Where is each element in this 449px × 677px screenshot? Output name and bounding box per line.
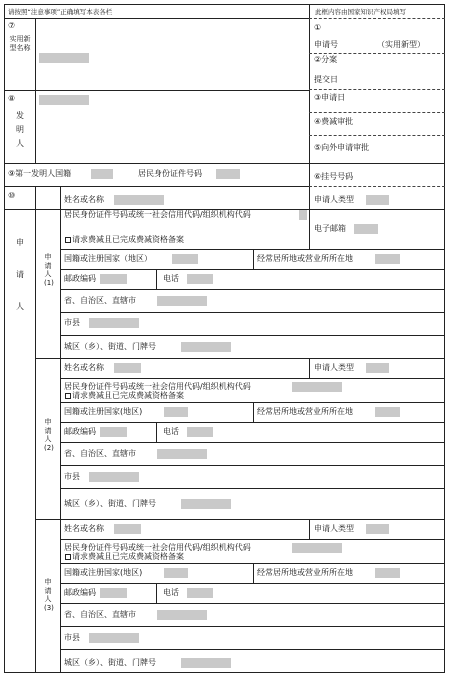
a2-type-label: 申请人类型 — [314, 363, 354, 372]
a1-type-value[interactable] — [366, 195, 389, 205]
rule — [60, 465, 445, 466]
a1-city-label: 市县 — [64, 318, 80, 327]
rule — [35, 18, 36, 163]
rule — [156, 269, 157, 289]
a1-nationality-value[interactable] — [172, 254, 198, 264]
rule — [60, 335, 445, 336]
a3-name-value[interactable] — [114, 524, 141, 534]
applicant-number: ⑩ — [8, 191, 16, 200]
rule — [60, 422, 445, 423]
a1-type-label: 申请人类型 — [314, 195, 354, 204]
a3-type-label: 申请人类型 — [314, 524, 354, 533]
registered-mail-label: ⑥挂号号码 — [314, 172, 354, 181]
a3-street-value[interactable] — [181, 658, 231, 668]
rule — [60, 269, 445, 270]
a2-residence-label: 经常居所地或营业所所在地 — [257, 407, 353, 416]
a1-name-label: 姓名或名称 — [64, 195, 104, 204]
form-instruction: 请按照“注意事项”正确填写本表各栏 — [8, 8, 113, 16]
inventor-label: 发明人 — [16, 111, 24, 148]
rule — [35, 186, 36, 673]
a1-residence-label: 经常居所地或营业所所在地 — [257, 254, 353, 263]
a2-postal-value[interactable] — [100, 427, 127, 437]
a1-province-value[interactable] — [157, 296, 207, 306]
a1-phone-label: 电话 — [163, 274, 179, 283]
rule — [309, 18, 445, 19]
a3-phone-label: 电话 — [163, 588, 179, 597]
a2-id-value[interactable] — [292, 382, 342, 392]
utility-name-value[interactable] — [39, 53, 89, 63]
rule — [309, 53, 445, 54]
a2-name-value[interactable] — [114, 363, 141, 373]
a3-type-value[interactable] — [366, 524, 389, 534]
a3-residence-value[interactable] — [375, 568, 400, 578]
rule — [60, 312, 445, 313]
a3-nationality-label: 国籍或注册国家(地区) — [64, 568, 143, 577]
a3-postal-value[interactable] — [100, 588, 127, 598]
a2-id-label: 居民身份证件号码或统一社会信用代码/组织机构代码 — [64, 382, 251, 391]
rule — [60, 488, 445, 489]
a2-nationality-value[interactable] — [164, 407, 188, 417]
a1-fee-label: 请求费减且已完成费减资格备案 — [72, 235, 184, 244]
rule — [35, 519, 445, 520]
a2-fee-label: 请求费减且已完成费减资格备案 — [72, 391, 184, 400]
first-inventor-id-value[interactable] — [216, 169, 240, 179]
a2-phone-label: 电话 — [163, 427, 179, 436]
a2-nationality-label: 国籍或注册国家(地区) — [64, 407, 143, 416]
a3-city-value[interactable] — [89, 633, 139, 643]
rule — [60, 442, 445, 443]
a3-name-label: 姓名或名称 — [64, 524, 104, 533]
rule — [253, 249, 254, 269]
rule — [60, 289, 445, 290]
rule — [60, 626, 445, 627]
rule — [156, 583, 157, 603]
first-inventor-id-label: 居民身份证件号码 — [138, 169, 202, 178]
a1-street-label: 城区（乡）、街道、门牌号 — [64, 342, 156, 351]
applicant-3-label: 申请人(3) — [44, 578, 54, 612]
rule — [5, 90, 309, 91]
rule — [309, 89, 445, 90]
rule — [309, 209, 310, 249]
a3-postal-label: 邮政编码 — [64, 588, 96, 597]
rule — [5, 18, 309, 19]
utility-name-number: ⑦ — [8, 21, 16, 30]
rule — [60, 378, 445, 379]
a2-name-label: 姓名或名称 — [64, 363, 104, 372]
rule — [60, 186, 61, 673]
a3-fee-label: 请求费减且已完成费减资格备案 — [72, 552, 184, 561]
a3-id-label: 居民身份证件号码或统一社会信用代码/组织机构代码 — [64, 543, 251, 552]
a3-fee-checkbox[interactable] — [65, 554, 71, 560]
a2-type-value[interactable] — [366, 363, 389, 373]
a1-fee-checkbox[interactable] — [65, 237, 71, 243]
first-inventor-nationality-value[interactable] — [91, 169, 113, 179]
a1-email-value[interactable] — [354, 224, 378, 234]
rule — [5, 163, 445, 164]
applicant-section-label: 申请人 — [16, 238, 24, 311]
rule — [5, 186, 309, 187]
rule — [309, 112, 445, 113]
rule — [309, 135, 445, 136]
a1-street-value[interactable] — [181, 342, 231, 352]
app-date-label: ③申请日 — [314, 93, 346, 102]
a2-street-label: 城区（乡）、街道、门牌号 — [64, 499, 156, 508]
foreign-approval-label: ⑤向外申请审批 — [314, 143, 370, 152]
rule — [60, 539, 445, 540]
rule — [35, 358, 445, 359]
applicant-1-label: 申请人(1) — [44, 253, 54, 287]
a1-city-value[interactable] — [89, 318, 139, 328]
a1-residence-value[interactable] — [375, 254, 400, 264]
a3-province-value[interactable] — [157, 610, 207, 620]
office-use-note: 此框内容由国家知识产权局填写 — [315, 8, 406, 16]
a3-phone-value[interactable] — [187, 588, 213, 598]
utility-name-label: 实用新型名称 — [9, 35, 31, 52]
rule — [253, 402, 254, 422]
a2-city-label: 市县 — [64, 472, 80, 481]
a1-name-value[interactable] — [114, 195, 164, 205]
applicant-2-label: 申请人(2) — [44, 418, 54, 452]
rule — [60, 583, 445, 584]
a1-id-value[interactable] — [299, 210, 307, 220]
a1-phone-value[interactable] — [187, 274, 213, 284]
first-inventor-nationality-label: ⑨第一发明人国籍 — [8, 169, 72, 178]
rule — [60, 603, 445, 604]
a3-residence-label: 经常居所地或营业所所在地 — [257, 568, 353, 577]
rule — [253, 563, 254, 583]
a1-postal-value[interactable] — [100, 274, 127, 284]
a3-city-label: 市县 — [64, 633, 80, 642]
a2-postal-label: 邮政编码 — [64, 427, 96, 436]
rule — [309, 519, 310, 539]
a1-nationality-label: 国籍或注册国家（地区） — [64, 254, 152, 263]
a3-nationality-value[interactable] — [164, 568, 188, 578]
app-number-type: （实用新型） — [377, 40, 425, 49]
a2-phone-value[interactable] — [187, 427, 213, 437]
a1-province-label: 省、自治区、直辖市 — [64, 296, 136, 305]
a2-province-label: 省、自治区、直辖市 — [64, 449, 136, 458]
a2-street-value[interactable] — [181, 499, 231, 509]
a2-province-value[interactable] — [157, 449, 207, 459]
rule — [60, 649, 445, 650]
a2-city-value[interactable] — [89, 472, 139, 482]
inventor-number: ⑧ — [8, 94, 16, 103]
a2-fee-checkbox[interactable] — [65, 393, 71, 399]
rule — [309, 5, 310, 209]
app-number-circle: ① — [314, 23, 322, 32]
fee-approval-label: ④费减审批 — [314, 117, 354, 126]
a3-street-label: 城区（乡）、街道、门牌号 — [64, 658, 156, 667]
app-number-label: 申请号 — [314, 40, 338, 49]
a1-id-label: 居民身份证件号码或统一社会信用代码/组织机构代码 — [64, 210, 251, 219]
rule — [309, 186, 445, 187]
submit-date-label: 提交日 — [314, 75, 338, 84]
a1-postal-label: 邮政编码 — [64, 274, 96, 283]
patent-application-form — [4, 4, 445, 673]
a2-residence-value[interactable] — [375, 407, 400, 417]
rule — [309, 358, 310, 378]
inventor-value[interactable] — [39, 95, 89, 105]
a1-email-label: 电子邮箱 — [314, 224, 346, 233]
a3-id-value[interactable] — [292, 543, 342, 553]
division-label: ②分案 — [314, 55, 338, 64]
a3-province-label: 省、自治区、直辖市 — [64, 610, 136, 619]
rule — [156, 422, 157, 442]
